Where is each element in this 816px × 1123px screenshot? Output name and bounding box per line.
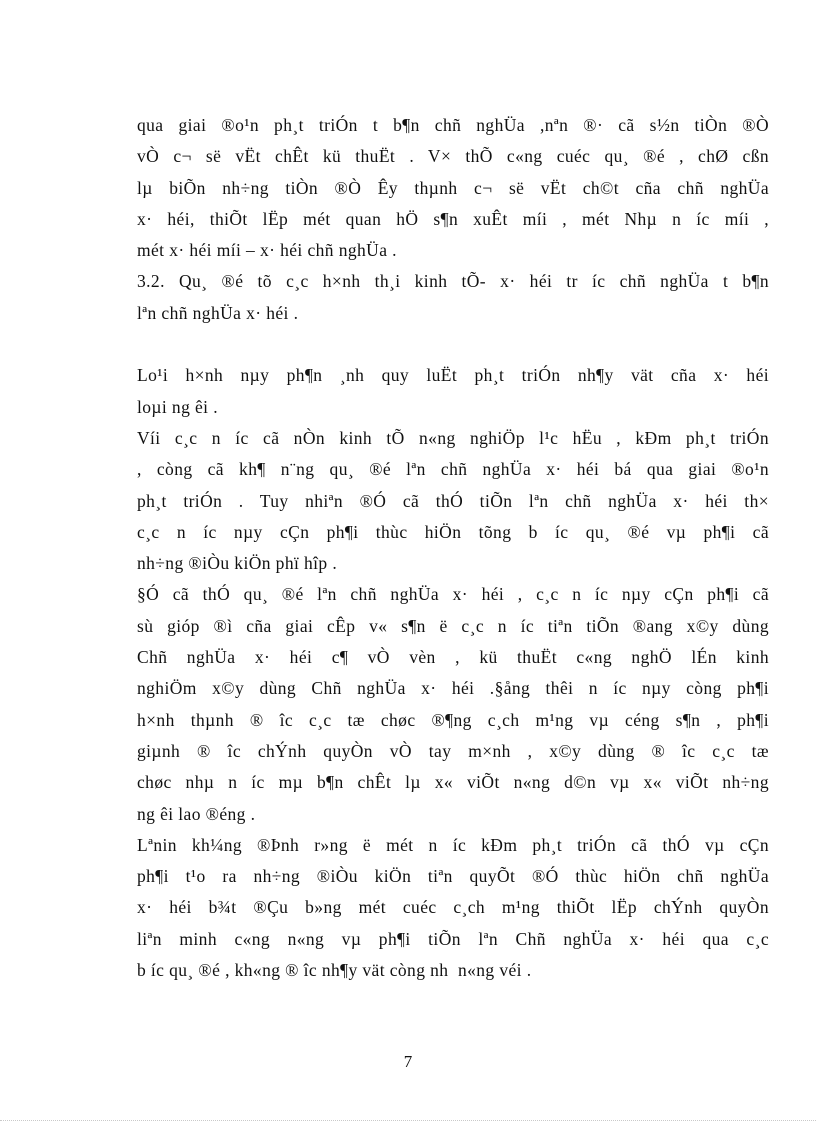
text-line: liªn minh c«ng n«ng vµ ph¶i tiÕn lªn Chñ nghÜa x· héi qua c¸c [137, 928, 769, 949]
blank-line [137, 329, 769, 360]
text-line: c¸c n íc nµy cÇn ph¶i thùc hiÖn tõng b íc qu¸ ®é vµ ph¶i cã [137, 521, 769, 542]
text-line: b íc qu¸ ®é , kh«ng ® îc nh¶y vät còng nh n«ng véi . [137, 960, 532, 981]
text-line: giµnh ® îc chÝnh quyÒn vÒ tay m×nh , x©y dùng ® îc c¸c tæ [137, 740, 769, 761]
text-line: Chñ nghÜa x· héi c¶ vÒ vèn , kü thuËt c«ng nghÖ lÉn kinh [137, 647, 769, 668]
text-line: sù gióp ®ì cña giai cÊp v« s¶n ë c¸c n íc tiªn tiÕn ®ang x©y dùng [137, 615, 769, 636]
page-number: 7 [403, 1052, 413, 1071]
text-line: Lªnin kh¼ng ®Þnh r»ng ë mét n íc kÐm ph¸t triÓn cã thÓ vµ cÇn [137, 834, 769, 855]
text-line: x· héi b¾t ®Çu b»ng mét cuéc c¸ch m¹ng thiÕt lËp chÝnh quyÒn [137, 897, 769, 918]
text-line: x· héi, thiÕt lËp mét quan hÖ s¶n xuÊt míi , mét Nhµ n íc míi , [137, 208, 769, 229]
text-line: ng êi lao ®éng . [137, 803, 256, 824]
text-line: nh÷ng ®iÒu kiÖn phï hîp . [137, 553, 338, 574]
page-bottom-divider [0, 1120, 816, 1121]
text-line: vÒ c¬ së vËt chÊt kü thuËt . V× thÕ c«ng cuéc qu¸ ®é , chØ cßn [137, 146, 769, 167]
text-line: nghiÖm x©y dùng Chñ nghÜa x· héi .§ång thêi n íc nµy còng ph¶i [137, 678, 769, 699]
text-line: Lo¹i h×nh nµy ph¶n ¸nh quy luËt ph¸t triÓn nh¶y vät cña x· héi [137, 365, 769, 386]
body-text [137, 110, 769, 986]
text-line: §Ó cã thÓ qu¸ ®é lªn chñ nghÜa x· héi , c¸c n íc nµy cÇn ph¶i cã [137, 584, 769, 605]
text-line: ph¶i t¹o ra nh÷ng ®iÒu kiÖn tiªn quyÕt ®Ó thùc hiÖn chñ nghÜa [137, 866, 769, 887]
text-line: h×nh thµnh ® îc c¸c tæ chøc ®¶ng c¸ch m¹ng vµ céng s¶n , ph¶i [137, 709, 769, 730]
section-heading-line: 3.2. Qu¸ ®é tõ c¸c h×nh th¸i kinh tÕ- x· héi tr íc chñ nghÜa t b¶n [137, 271, 769, 292]
text-line: ph¸t triÓn . Tuy nhiªn ®Ó cã thÓ tiÕn lªn chñ nghÜa x· héi th× [137, 490, 769, 511]
text-line: loµi ng êi . [137, 396, 218, 417]
text-line: qua giai ®o¹n ph¸t triÓn t b¶n chñ nghÜa ,nªn ®· cã s½n tiÒn ®Ò [137, 115, 769, 135]
text-line: lµ biÕn nh÷ng tiÒn ®Ò Êy thµnh c¬ së vËt ch©t cña chñ nghÜa [137, 177, 769, 198]
section-heading-line: lªn chñ nghÜa x· héi . [137, 302, 299, 323]
text-line: chøc nhµ n íc mµ b¶n chÊt lµ x« viÕt n«ng d©n vµ x« viÕt nh÷ng [137, 772, 769, 793]
text-line: , còng cã kh¶ n¨ng qu¸ ®é lªn chñ nghÜa x· héi bá qua giai ®o¹n [137, 459, 769, 480]
text-line: Víi c¸c n íc cã nÒn kinh tÕ n«ng nghiÖp l¹c hËu , kÐm ph¸t triÓn [137, 427, 769, 448]
text-line: mét x· héi míi – x· héi chñ nghÜa . [137, 240, 397, 261]
